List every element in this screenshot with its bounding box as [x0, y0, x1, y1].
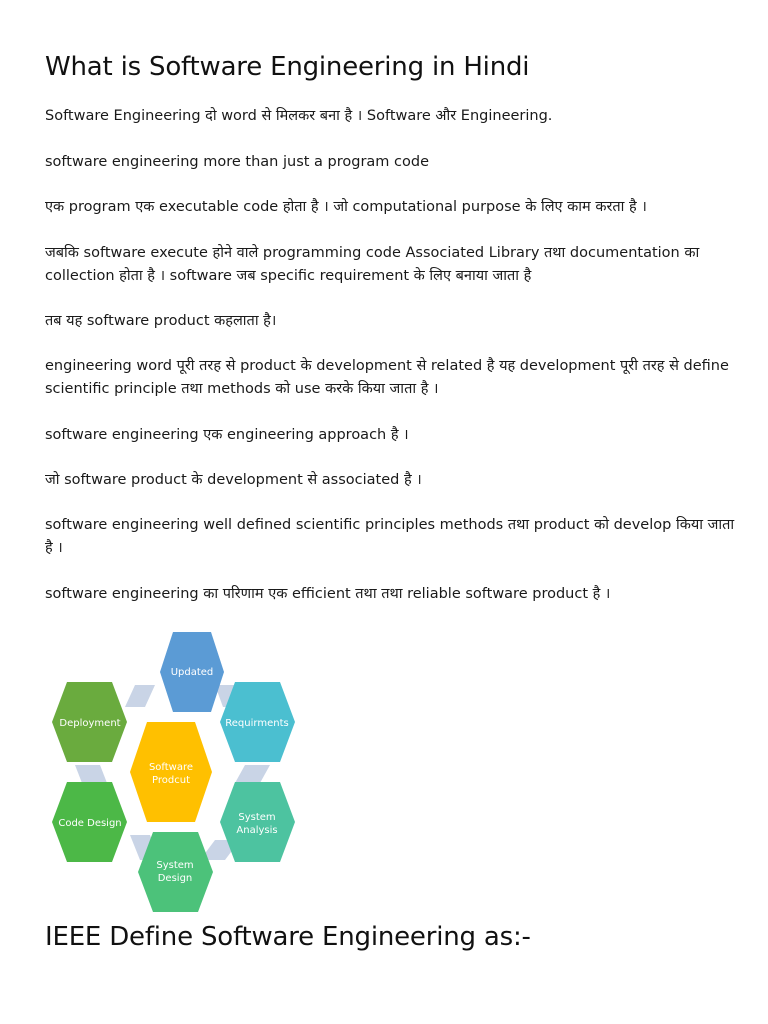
label-system-analysis-1: System — [238, 812, 276, 823]
label-system-design-2: Design — [157, 873, 193, 884]
paragraph-4: जबकि software execute होने वाले programming code Associated Library तथा documentation का collection होता है । software जब specific requirement के लिए बनाया जाता है — [45, 245, 700, 284]
label-requirements: Requirments — [225, 718, 289, 729]
paragraph-10: software engineering का परिणाम एक efficient तथा तथा reliable software product है । — [45, 586, 611, 602]
label-software-product-2: Prodcut — [152, 775, 190, 786]
page-title: What is Software Engineering in Hindi — [45, 52, 530, 82]
paragraph-6: engineering word पूरी तरह से product के development से related है यह development पूरी तरह से define scientific principle तथा methods को use करके किया जाता है । — [45, 358, 729, 397]
paragraph-1: Software Engineering दो word से मिलकर बना है । Software और Engineering. — [45, 108, 553, 124]
connector-code-deployment — [75, 765, 107, 783]
paragraph-7: software engineering एक engineering approach है । — [45, 427, 409, 443]
section-heading: IEEE Define Software Engineering as:- — [45, 922, 531, 952]
paragraph-3: एक program एक executable code होता है । जो computational purpose के लिए काम करता है । — [45, 199, 647, 215]
paragraph-8: जो software product के development से associated है । — [45, 472, 422, 488]
label-deployment: Deployment — [59, 718, 121, 729]
software-engineering-hexagon-diagram — [45, 625, 325, 915]
label-system-design-1: System — [156, 860, 194, 871]
connector-deployment-updated — [125, 685, 155, 707]
paragraph-5: तब यह software product कहलाता है। — [45, 313, 277, 329]
connector-requirements-analysis — [235, 765, 270, 783]
hexagon-system-design — [138, 832, 213, 912]
paragraph-9: software engineering well defined scientific principles methods तथा product को develop किया जाता है । — [45, 517, 735, 556]
label-code-design: Code Design — [58, 818, 122, 829]
label-software-product-1: Software — [148, 762, 194, 773]
label-system-analysis-2: Analysis — [236, 825, 278, 836]
label-updated: Updated — [170, 667, 214, 678]
paragraph-2: software engineering more than just a program code — [45, 154, 430, 170]
